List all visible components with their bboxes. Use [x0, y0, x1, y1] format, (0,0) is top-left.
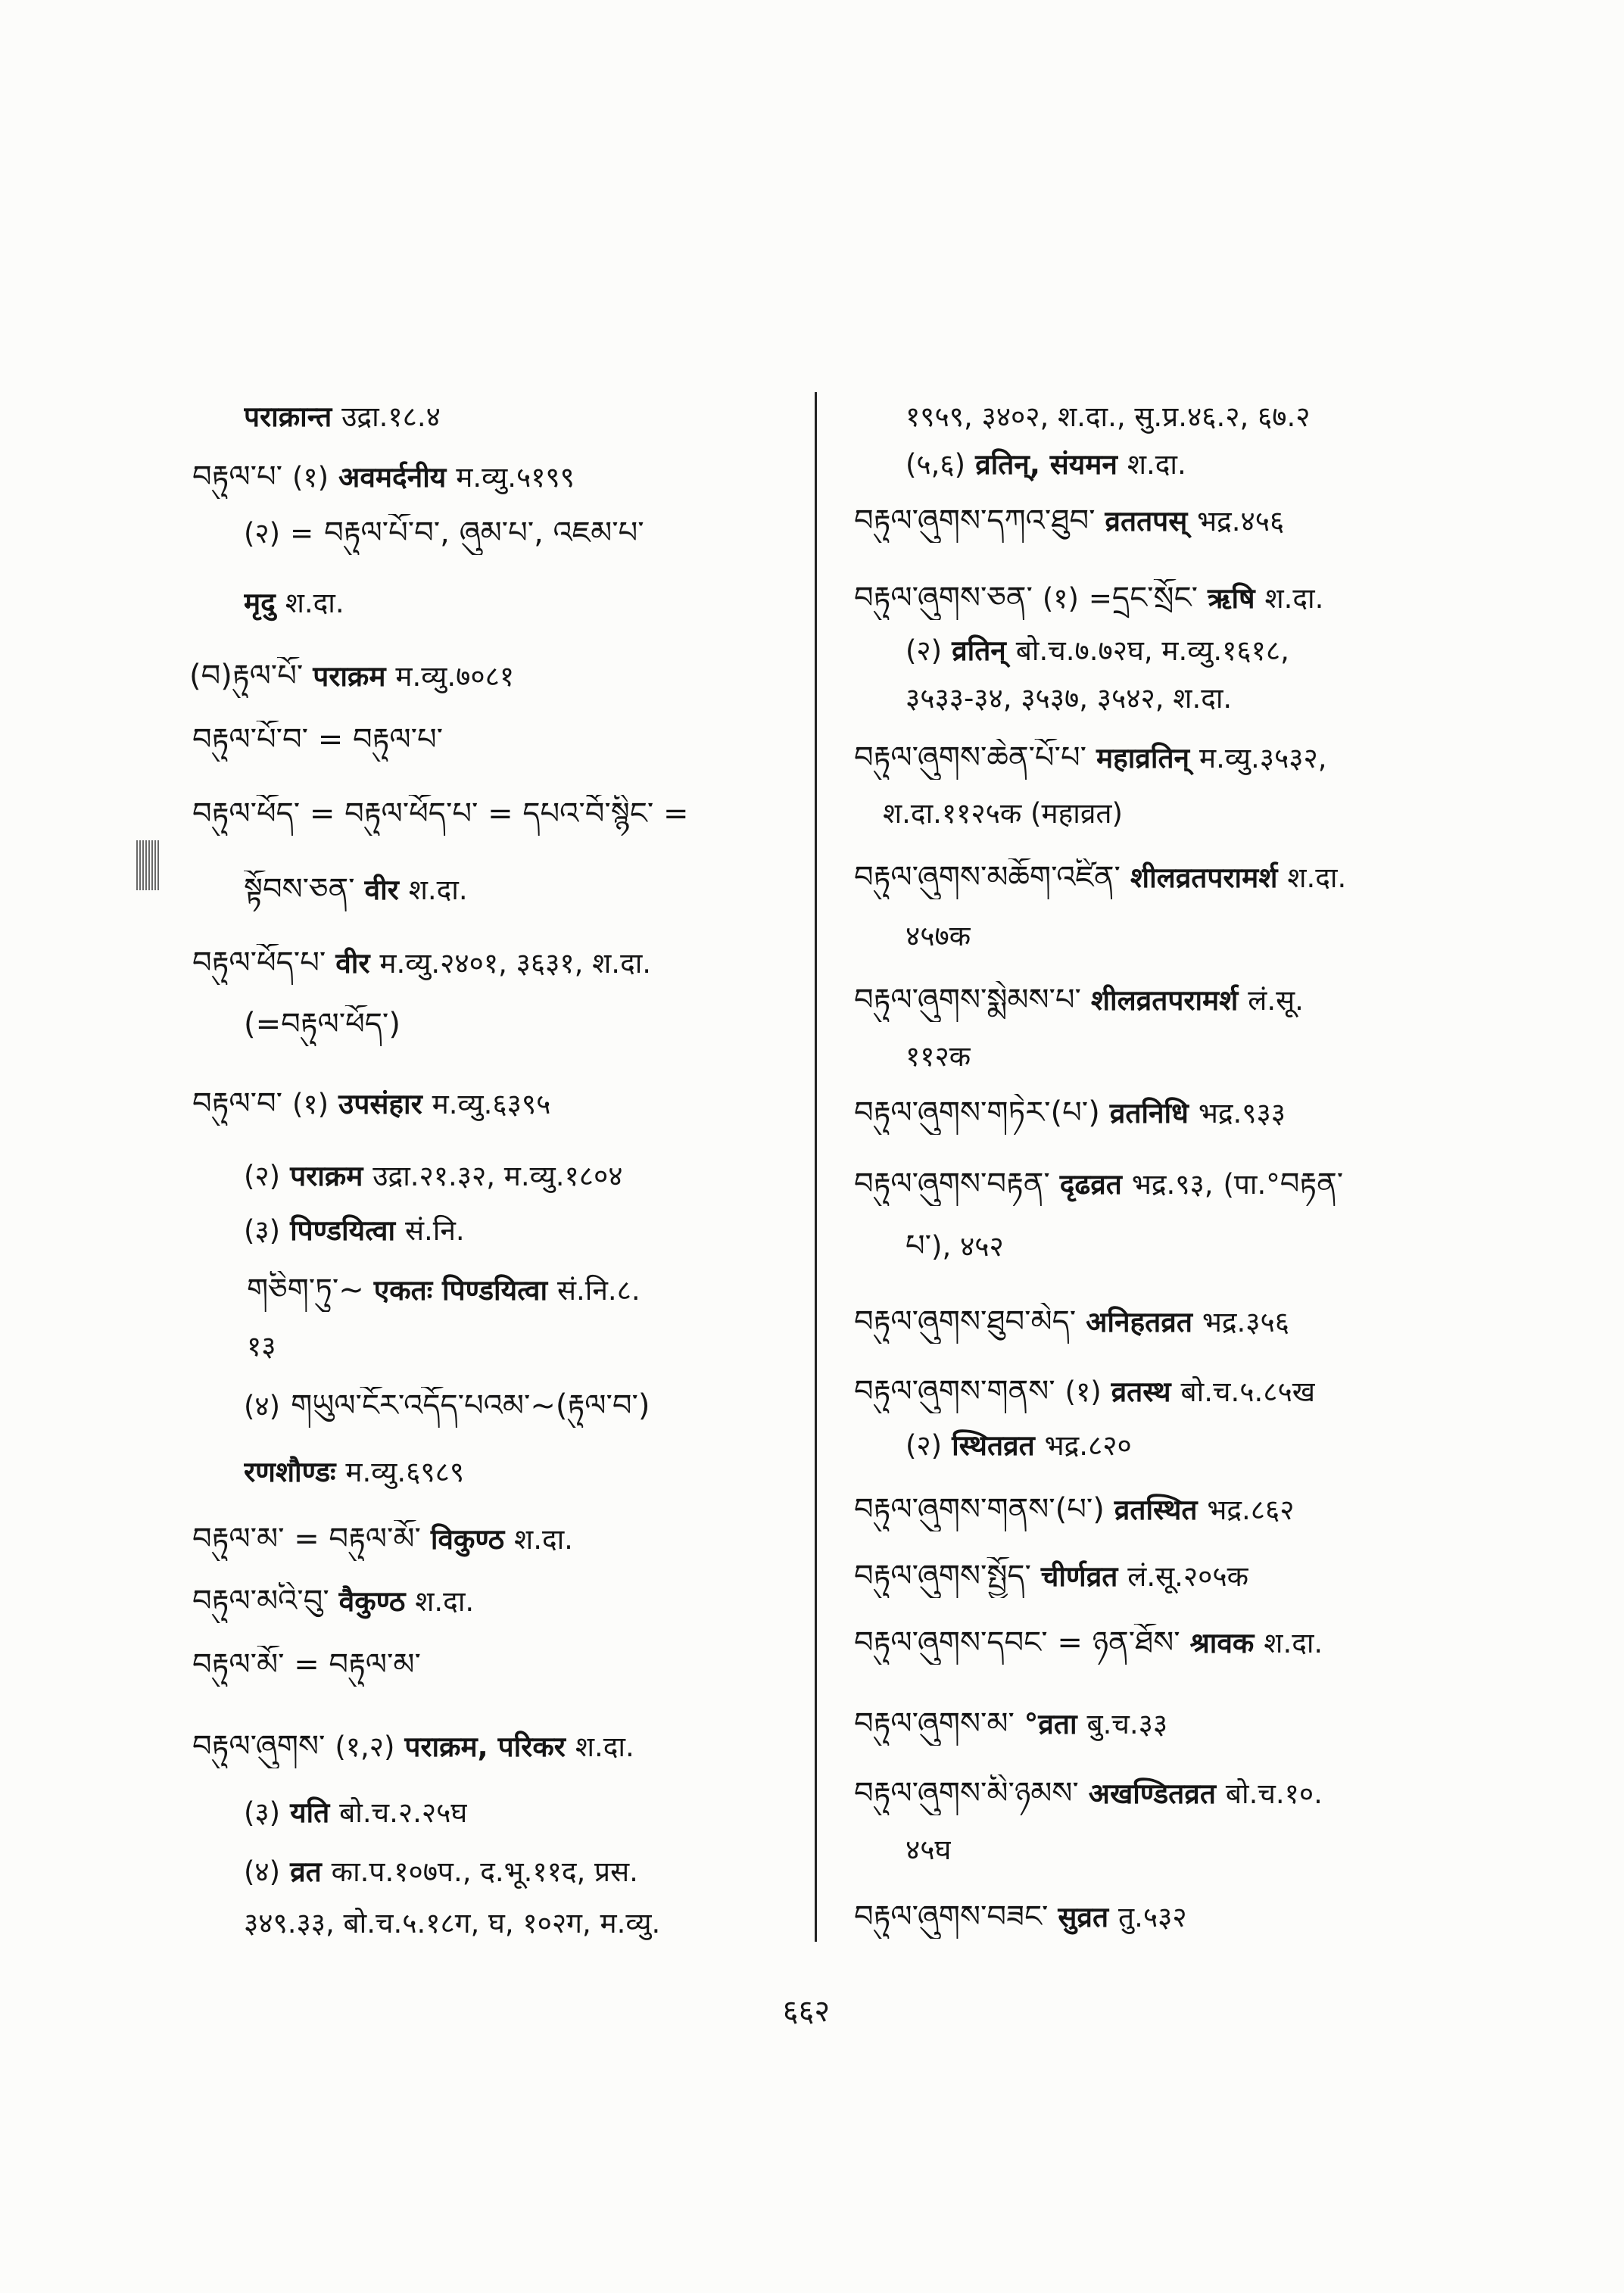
reference: लं.सू. [1248, 984, 1304, 1017]
reference: बो.च.२.२५घ [339, 1796, 468, 1829]
entry-line [854, 1557, 1248, 1598]
sanskrit-equivalent: व्रतस्थित [1114, 1494, 1198, 1526]
sanskrit-equivalent: महाव्रतिन् [1096, 742, 1190, 774]
sanskrit-equivalent: व्रत [290, 1855, 322, 1888]
entry-line [906, 1831, 951, 1872]
tibetan-headword: བརྟུལ་པོ་བ་ = བརྟུལ་པ་ [192, 722, 444, 757]
sense-number: (१) [291, 461, 329, 494]
tibetan-headword: བརྟུལ་ཞུགས་མ་ [854, 1706, 1015, 1741]
entry-line [854, 1491, 1295, 1531]
reference: ३५३३-३४, ३५३७, ३५४२, श.दा. [906, 682, 1233, 715]
reference: सं.नि.८. [556, 1274, 641, 1307]
entry-line [244, 1453, 464, 1494]
entry-line [906, 446, 1186, 487]
tibetan-phrase: གཡུལ་ངོར་འདོད་པའམ་~(རྟུལ་བ་) [291, 1388, 650, 1423]
sanskrit-equivalent: पराक्रान्त [244, 400, 332, 433]
sanskrit-equivalent: अवमर्दनीय [338, 461, 447, 494]
sanskrit-equivalent: वैकुण्ठ [338, 1585, 406, 1618]
sanskrit-equivalent: स्थितव्रत [952, 1429, 1035, 1462]
entry-line [192, 1646, 421, 1687]
sense-number: (३) [244, 1214, 281, 1247]
tibetan-headword: བརྟུལ་ཞུགས་མི་ཉམས་ [854, 1776, 1079, 1811]
tibetan-headword: བརྟུལ་ཞུགས་སྨེམས་པ་ [854, 983, 1081, 1017]
reference: बु.च.३३ [1086, 1708, 1168, 1740]
sense-number: (२) [244, 1160, 281, 1192]
reference: म.व्यु.२४०१, ३६३१, श.दा. [379, 947, 652, 980]
sanskrit-equivalent: शीलव्रतपरामर्श [1090, 984, 1239, 1017]
sanskrit-equivalent: सुव्रत [1058, 1901, 1109, 1933]
entry-line [854, 1372, 1315, 1413]
sense-number: (१) [1064, 1375, 1102, 1408]
entry-line [854, 981, 1304, 1022]
entry-line [854, 1094, 1286, 1135]
sense-number: (२) [906, 1429, 943, 1462]
variant-reading-label: (पा.° [1223, 1168, 1280, 1201]
reference: श.दा. [1264, 582, 1324, 615]
tibetan-variant: བརྟན་ [1280, 1167, 1344, 1201]
tibetan-headword: བརྟུལ་ཞུགས་སྤྱོད་ [854, 1559, 1031, 1594]
reference: श.दा. [575, 1731, 634, 1763]
tibetan-headword: བརྟུལ་ཞུགས་གནས་ [854, 1374, 1055, 1409]
tibetan-headword: བརྟུལ་མོ་ = བརྟུལ་མ་ [192, 1647, 421, 1682]
sense-number: (३) [244, 1796, 281, 1829]
entry-line [192, 795, 688, 836]
tibetan-headword: བརྟུལ་ཞུགས་ཆེན་པོ་པ་ [854, 740, 1086, 775]
entry-line [244, 1005, 401, 1046]
sense-number: (१,२) [335, 1731, 395, 1763]
reference: म.व्यु.५१९९ [456, 461, 575, 494]
reference: श.दा. [1287, 861, 1347, 894]
tibetan-synonyms: བརྟུལ་པོ་བ་, ཞུམ་པ་, འཇམ་པ་ [324, 516, 644, 550]
entry-line [854, 739, 1327, 780]
sanskrit-equivalent: शीलव्रतपरामर्श [1130, 861, 1278, 894]
reference: श.दा. [1264, 1627, 1323, 1659]
entry-line [247, 1271, 641, 1312]
tibetan-phrase: གཅིག་ཏུ་~ [247, 1273, 364, 1307]
reference: ४५७क [906, 920, 971, 952]
entry-line [244, 1387, 650, 1428]
reference: तु.५३२ [1118, 1901, 1187, 1933]
tibetan-headword: བརྟུལ་ཞུགས་བརྟན་ [854, 1167, 1050, 1201]
reference: म.व्यु.६३९५ [432, 1088, 551, 1120]
reference: भद्र.४५६ [1197, 505, 1285, 537]
sanskrit-equivalent: °व्रता [1024, 1708, 1077, 1740]
sanskrit-equivalent: चीर्णव्रत [1040, 1560, 1118, 1593]
reference: बो.च.५.८५ख [1180, 1375, 1315, 1408]
sanskrit-equivalent: व्रततपस् [1105, 505, 1188, 537]
entry-line [244, 1905, 660, 1946]
sanskrit-equivalent: यति [290, 1796, 330, 1829]
reference: श.दा. [285, 587, 344, 619]
sense-number: (१) [1042, 582, 1079, 615]
reference: उद्रा.२१.३२, म.व्यु.१८०४ [372, 1160, 623, 1192]
sanskrit-equivalent: अनिहतव्रत [1086, 1306, 1192, 1338]
reference: ), ४५२ [931, 1230, 1004, 1263]
sense-number: (१) [291, 1088, 329, 1120]
sanskrit-equivalent: व्रतस्थ [1111, 1375, 1171, 1408]
entry-line [883, 795, 1123, 836]
sense-number: (४) [244, 1855, 281, 1888]
entry-line [906, 1038, 971, 1079]
reference: १३ [247, 1330, 276, 1363]
reference: भद्र.९३३ [1198, 1097, 1286, 1129]
tibetan-headword: བརྟུལ་ཞུགས་བཟང་ [854, 1899, 1049, 1934]
tibetan-headword: བརྟུལ་ཕོད་པ་ [192, 946, 326, 980]
tibetan-headword: བརྟུལ་ཞུགས་གནས་(པ་) [854, 1492, 1105, 1527]
entry-line [906, 680, 1232, 721]
reference: श.दा. [415, 1585, 475, 1618]
entry-line [906, 398, 1310, 439]
entry-line [244, 514, 644, 555]
reference: भद्र.८२० [1044, 1429, 1132, 1462]
entry-line [906, 1427, 1132, 1468]
tibetan-headword: བརྟུལ་ཞུགས་ཐུབ་མེད་ [854, 1304, 1077, 1339]
reference: श.दा. [408, 874, 468, 906]
tibetan-headword: (བ)རྟུལ་པོ་ [189, 659, 304, 693]
reference: श.दा. [1127, 448, 1186, 481]
sanskrit-equivalent: व्रतनिधि [1109, 1097, 1189, 1129]
entry-line [906, 632, 1289, 673]
reference: सं.नि. [404, 1214, 465, 1247]
entry-line [854, 1774, 1323, 1815]
entry-line [189, 657, 514, 698]
sanskrit-equivalent: ऋषि [1207, 582, 1255, 615]
sanskrit-equivalent: मृदु [244, 587, 276, 619]
entry-line [247, 1328, 276, 1369]
entry-line [244, 1212, 465, 1253]
sanskrit-equivalent: व्रतिन्, संयमन [975, 448, 1117, 481]
entry-line [244, 1794, 467, 1835]
tibetan-headword: བརྟུལ་ཞུགས་ཅན་ [854, 581, 1033, 615]
reference: उद्रा.१८.४ [341, 400, 441, 433]
entry-line [854, 1705, 1167, 1746]
sanskrit-equivalent: पराक्रम [290, 1160, 363, 1192]
entry-line [244, 1853, 638, 1894]
margin-scan-mark [136, 840, 161, 890]
sanskrit-equivalent: उपसंहार [338, 1088, 422, 1120]
entry-line [244, 584, 344, 625]
reference: म.व्यु.६९८९ [345, 1456, 465, 1488]
sense-number: (४) [244, 1390, 281, 1422]
sense-number: (५,६) [906, 448, 966, 481]
reference: का.प.१०७प., द.भू.११द, प्रस. [331, 1855, 638, 1888]
reference: ११२क [906, 1040, 971, 1073]
column-divider [815, 392, 817, 1942]
sense-number: (२) [244, 517, 281, 550]
equals-sign: = [290, 517, 314, 550]
sanskrit-equivalent: वीर [335, 947, 370, 980]
sanskrit-equivalent: एकतः पिण्डयित्वा [373, 1274, 548, 1307]
reference: म.व्यु.७०८१ [395, 660, 515, 693]
entry-line [192, 1582, 474, 1623]
entry-line [192, 458, 575, 499]
sanskrit-equivalent: पराक्रम, परिकर [404, 1731, 566, 1763]
tibetan-cross-reference: (=བརྟུལ་ཕོད་) [244, 1007, 401, 1042]
sanskrit-equivalent: विकुण्ठ [430, 1523, 505, 1556]
reference: भद्र.९३, [1131, 1168, 1214, 1201]
tibetan-headword: བརྟུལ་ཞུགས་དཀའ་ཐུབ་ [854, 503, 1096, 538]
sanskrit-equivalent: पिण्डयित्वा [290, 1214, 396, 1247]
entry-line [906, 918, 971, 958]
entry-line [244, 1157, 623, 1198]
tibetan-synonyms: སྟོབས་ཅན་ [244, 872, 355, 907]
tibetan-headword: བརྟུལ་པ་ [192, 460, 283, 494]
reference: बो.च.७.७२घ, म.व्यु.१६१८, [1015, 634, 1289, 667]
sanskrit-equivalent: व्रतिन् [952, 634, 1006, 667]
tibetan-headword: བརྟུལ་ཞུགས་དབང་ = ཉན་ཐོས་ [854, 1625, 1180, 1660]
sanskrit-equivalent: अखण्डितव्रत [1088, 1777, 1216, 1810]
entry-line [192, 944, 651, 985]
tibetan-headword: བརྟུལ་ཞུགས་གཏེར་(པ་) [854, 1095, 1100, 1130]
sanskrit-equivalent: श्रावक [1189, 1627, 1255, 1659]
tibetan-headword: བརྟུལ་ཞུགས་ [192, 1729, 326, 1764]
tibetan-synonyms: དྲང་སྲོང་ [1111, 581, 1199, 615]
sanskrit-equivalent: दृढव्रत [1059, 1168, 1122, 1201]
entry-line [854, 1898, 1187, 1939]
reference: भद्र.३५६ [1202, 1306, 1290, 1338]
reference: श.दा.११२५क (महाव्रत) [883, 797, 1123, 830]
tibetan-headword: བརྟུལ་མ་ = བརྟུལ་མོ་ [192, 1522, 421, 1556]
entry-line [192, 1728, 634, 1768]
reference: भद्र.८६२ [1207, 1494, 1295, 1526]
entry-line [192, 1520, 573, 1561]
entry-line [854, 858, 1346, 899]
tibetan-headword: བརྟུལ་ཕོད་ = བརྟུལ་ཕོད་པ་ = དཔའ་བོ་སྙིང་ = [192, 796, 689, 831]
reference: म.व्यु.३५३२, [1199, 742, 1327, 774]
tibetan-variant: པ་ [906, 1229, 932, 1263]
entry-line [192, 721, 443, 762]
reference: श.दा. [514, 1523, 573, 1556]
tibetan-headword: བརྟུལ་མའི་བུ་ [192, 1584, 329, 1618]
entry-line [244, 871, 468, 911]
reference: ४५घ [906, 1833, 952, 1866]
entry-line [854, 1303, 1289, 1344]
entry-line [244, 398, 441, 439]
entry-line [854, 1165, 1343, 1206]
sense-number: (२) [906, 634, 943, 667]
tibetan-headword: བརྟུལ་ཞུགས་མཆོག་འཛིན་ [854, 860, 1121, 895]
page-number: ६६२ [782, 1994, 831, 2029]
entry-line [854, 502, 1284, 543]
equals-sign: = [1088, 582, 1112, 615]
entry-line [906, 1227, 1004, 1268]
sanskrit-equivalent: रणशौण्डः [244, 1456, 336, 1488]
reference: ३४९.३३, बो.च.५.१८ग, घ, १०२ग, म.व्यु. [244, 1907, 661, 1939]
reference: बो.च.१०. [1225, 1777, 1323, 1810]
sanskrit-equivalent: पराक्रम [313, 660, 386, 693]
sanskrit-equivalent: वीर [364, 874, 399, 906]
entry-line [192, 1085, 550, 1126]
tibetan-headword: བརྟུལ་བ་ [192, 1086, 283, 1121]
reference: १९५९, ३४०२, श.दा., सु.प्र.४६.२, ६७.२ [906, 400, 1311, 433]
entry-line [854, 1624, 1323, 1665]
entry-line [854, 579, 1323, 620]
reference: लं.सू.२०५क [1127, 1560, 1249, 1593]
